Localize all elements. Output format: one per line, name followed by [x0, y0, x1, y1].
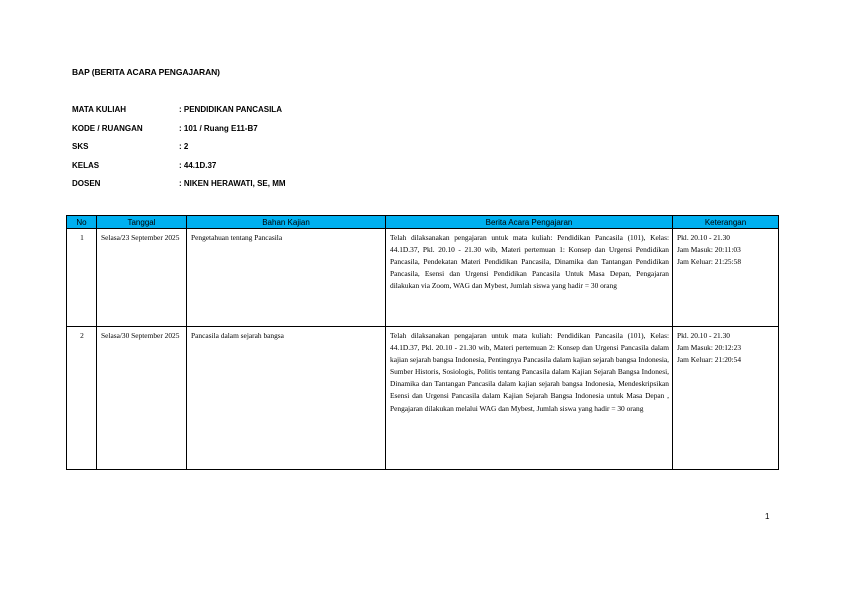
- meta-label: KODE / RUANGAN: [72, 123, 143, 133]
- notes-check-in: Jam Masuk: 20:12:23: [677, 343, 742, 353]
- meta-row-sks: [72, 142, 286, 161]
- header-notes: Keterangan: [673, 216, 779, 229]
- row-date: Selasa/30 September 2025: [97, 327, 187, 470]
- document-title: BAP (BERITA ACARA PENGAJARAN): [72, 67, 220, 77]
- page-number: 1: [765, 512, 770, 521]
- meta-value: : NIKEN HERAWATI, SE, MM: [179, 179, 286, 188]
- notes-check-out: Jam Keluar: 21:25:58: [677, 257, 742, 267]
- course-info: [72, 105, 286, 198]
- row-topic: Pengetahuan tentang Pancasila: [187, 229, 386, 327]
- row-topic: Pancasila dalam sejarah bangsa: [187, 327, 386, 470]
- meta-value: : PENDIDIKAN PANCASILA: [179, 105, 282, 114]
- meta-row-lecturer: [72, 179, 286, 198]
- row-report: Telah dilaksanakan pengajaran untuk mata kuliah: Pendidikan Pancasila (101), Kelas: 44.1D.37, Pkl. 20.10 - 21.30 wib, Materi pertemuan 1: Konsep dan Urgensi Pendidikan Pancasila, Pendekatan Materi Pendidikan Pancasila, Dinamika dan Tantangan Pendidikan Pancasila, Esensi dan Urgensi Pendidikan Pancasila Untuk Masa Depan, Pengajaran dilakukan via Zoom, WAG dan Mybest, Jumlah siswa yang hadir = 30 orang: [386, 229, 673, 327]
- row-notes: [673, 327, 779, 470]
- table-header-row: [67, 216, 779, 229]
- row-report: Telah dilaksanakan pengajaran untuk mata kuliah: Pendidikan Pancasila (101), Kelas: 44.1D.37, Pkl. 20.10 - 21.30 wib, Materi pertemuan 2: Konsep dan Urgensi Pancasila dalam kajian sejarah bangsa Indonesia, Pentingnya Pancasila dalam kajian sejarah bangsa Indonesia, Sumber Historis, Sosiologis, Politis tentang Pancasila dalam Kajian Sejarah Bangsa Indonesi, Dinamika dan Tantangan Pancasila dalam kajian sejarah bangsa Indonesia, Mendeskripsikan Esensi dan Urgensi Pancasila dalam Kajian Sejarah Bangsa Indonesia untuk Masa Depan , Pengajaran dilakukan melalui WAG dan Mybest, Jumlah siswa yang hadir = 30 orang: [386, 327, 673, 470]
- header-date: Tanggal: [97, 216, 187, 229]
- meta-row-code: [72, 124, 286, 143]
- meta-label: MATA KULIAH: [72, 105, 127, 114]
- header-no: No: [67, 216, 97, 229]
- meta-label: SKS: [72, 142, 89, 151]
- meta-row-class: [72, 161, 286, 180]
- meta-value: : 2: [179, 142, 189, 151]
- meta-value: : 101 / Ruang E11-B7: [179, 123, 258, 133]
- row-no: 1: [67, 229, 97, 327]
- meta-row-course: [72, 105, 286, 124]
- table-row: [67, 229, 779, 327]
- meta-value: : 44.1D.37: [179, 160, 217, 170]
- row-no: 2: [67, 327, 97, 470]
- meta-label: KELAS: [72, 160, 100, 170]
- row-date: Selasa/23 September 2025: [97, 229, 187, 327]
- row-notes: [673, 229, 779, 327]
- table-row: [67, 327, 779, 470]
- teaching-report-table: [66, 215, 779, 470]
- notes-time: Pkl. 20.10 - 21.30: [677, 233, 730, 242]
- notes-check-out: Jam Keluar: 21:20:54: [677, 355, 742, 365]
- meta-label: DOSEN: [72, 179, 101, 188]
- header-report: Berita Acara Pengajaran: [386, 216, 673, 229]
- notes-time: Pkl. 20.10 - 21.30: [677, 331, 730, 340]
- header-topic: Bahan Kajian: [187, 216, 386, 229]
- notes-check-in: Jam Masuk: 20:11:03: [677, 245, 741, 255]
